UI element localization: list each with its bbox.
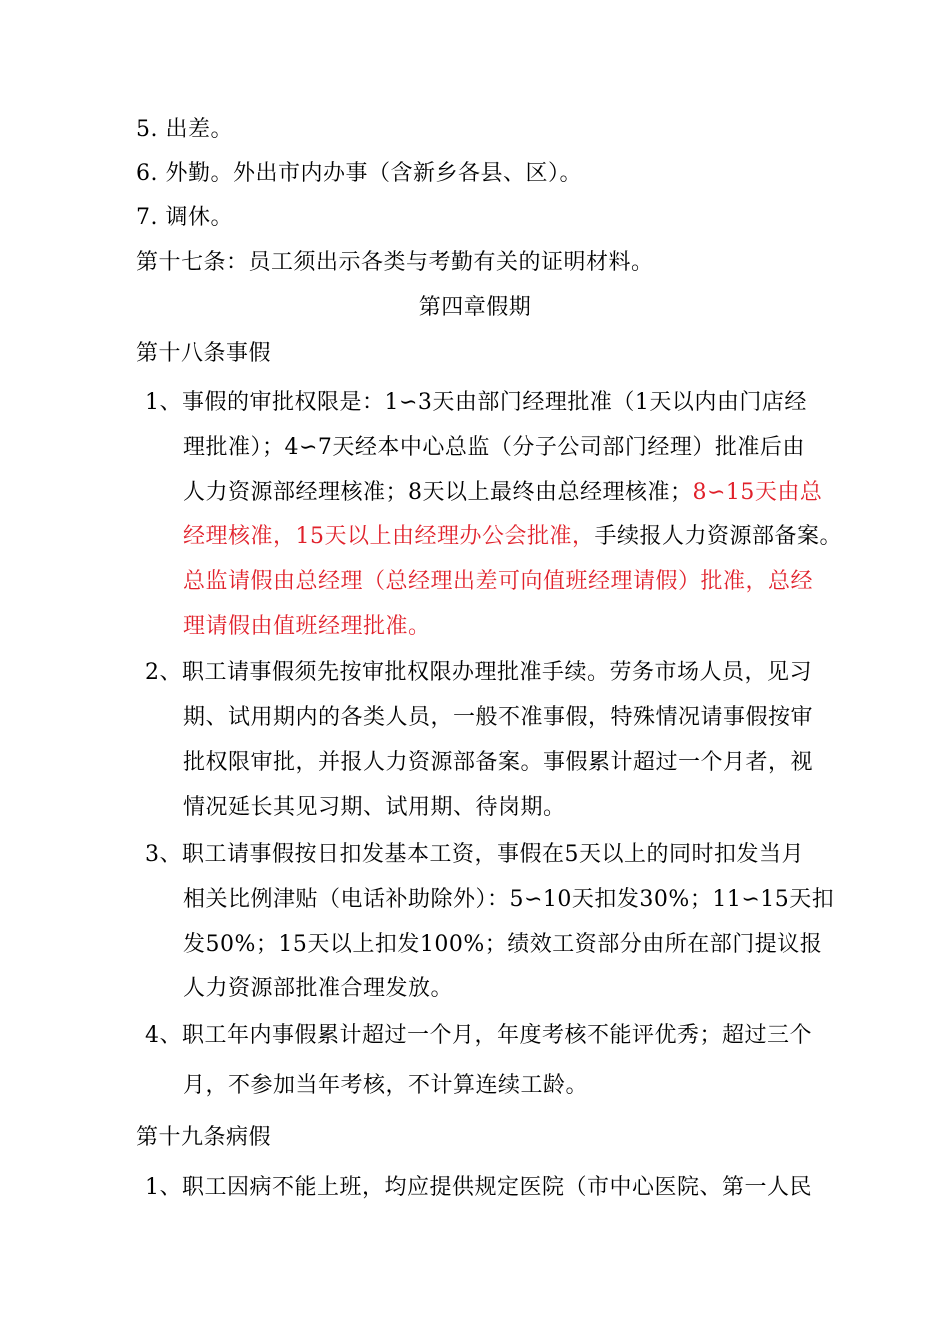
text-normal: 人力资源部经理核准；8天以上最终由总经理核准； [183,480,693,505]
list-item-7 [136,203,233,233]
list-number: 6. [136,161,158,186]
list-text: 出差。 [165,117,234,142]
article-18-item-1-line-4 [183,522,842,552]
article-18-item-1-line-1: 1、事假的审批权限是：1∽3天由部门经理批准（1天以内由门店经 [145,390,807,415]
article-18-heading: 第十八条事假 [136,341,272,366]
list-text: 调休。 [165,205,234,230]
list-number: 5. [136,117,158,142]
article-18-item-1-line-2: 理批准）；4∽7天经本中心总监（分子公司部门经理）批准后由 [183,435,805,460]
article-18-item-4-line-2: 月，不参加当年考核，不计算连续工龄。 [183,1073,589,1098]
article-18-item-1-line-3 [183,478,822,508]
article-18-item-1-line-6: 理请假由值班经理批准。 [183,614,431,639]
text-normal: 手续报人力资源部备案。 [594,524,843,549]
article-18-item-3-line-4: 人力资源部批准合理发放。 [183,976,454,1001]
article-18-item-3-line-3: 发50%；15天以上扣发100%；绩效工资部分由所在部门提议报 [183,932,823,957]
article-19-item-1-line-1: 1、职工因病不能上班，均应提供规定医院（市中心医院、第一人民 [145,1175,812,1200]
article-19-heading: 第十九条病假 [136,1125,272,1150]
article-18-item-1-line-5: 总监请假由总经理（总经理出差可向值班经理请假）批准，总经 [183,569,814,594]
article-18-item-3-line-1: 3、职工请事假按日扣发基本工资，事假在5天以上的同时扣发当月 [145,842,804,867]
article-18-item-2-line-3: 批权限审批，并报人力资源部备案。事假累计超过一个月者，视 [183,750,814,775]
list-item-5 [136,115,233,145]
article-18-item-2-line-2: 期、试用期内的各类人员，一般不准事假，特殊情况请事假按审 [183,705,814,730]
article-18-item-2-line-1: 2、职工请事假须先按审批权限办理批准手续。劳务市场人员，见习 [145,660,812,685]
article-17: 第十七条：员工须出示各类与考勤有关的证明材料。 [136,250,654,275]
text-highlighted: 经理核准，15天以上由经理办公会批准， [183,524,595,549]
chapter-title: 第四章假期 [418,295,532,320]
article-18-item-3-line-2: 相关比例津贴（电话补助除外）：5∽10天扣发30%；11∽15天扣 [183,887,835,912]
list-number: 7. [136,205,158,230]
article-18-item-4-line-1: 4、职工年内事假累计超过一个月，年度考核不能评优秀；超过三个 [145,1023,812,1048]
text-highlighted: 8∽15天由总 [692,480,823,505]
list-text: 外勤。外出市内办事（含新乡各县、区）。 [165,161,583,186]
list-item-6 [136,159,582,189]
article-18-item-2-line-4: 情况延长其见习期、试用期、待岗期。 [183,795,566,820]
